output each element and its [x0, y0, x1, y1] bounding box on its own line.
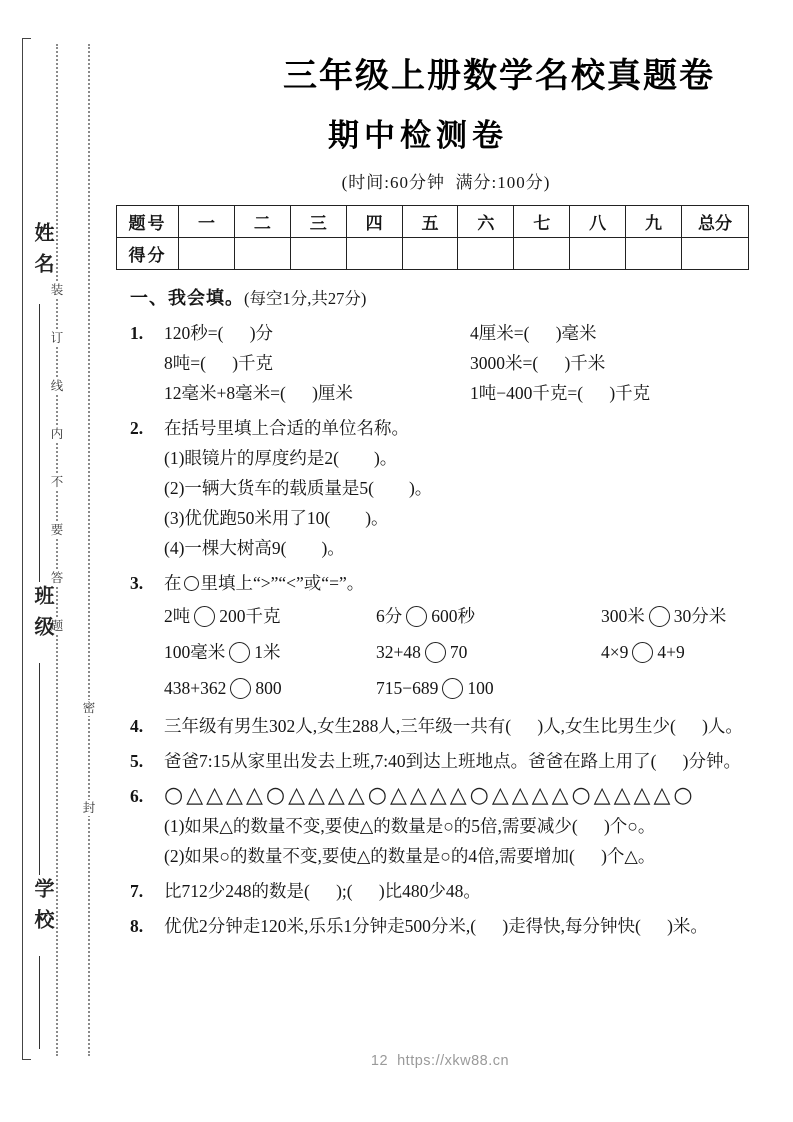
question-4-number: 4.	[130, 716, 144, 736]
circle-icon	[230, 678, 251, 699]
compare-left: 6分	[376, 606, 403, 626]
question-3	[130, 568, 762, 706]
circle-icon	[649, 606, 670, 627]
binding-text-char: 装	[48, 282, 66, 298]
question-7-number: 7.	[130, 881, 144, 901]
question-3-body	[164, 568, 762, 706]
comparison-item	[164, 601, 376, 631]
score-cell	[458, 238, 514, 270]
question-7-text: 比712少248的数是( );( )比480少48。	[164, 881, 481, 901]
margin-frame-line	[22, 38, 23, 1060]
question-6-body	[164, 781, 762, 871]
compare-right: 100	[467, 678, 494, 698]
fill-blank-item: 8吨=( )千克	[164, 353, 274, 373]
score-table-label: 题号	[117, 206, 179, 238]
comparison-row	[164, 598, 762, 634]
score-cell	[234, 238, 290, 270]
binding-dotted-line-outer	[88, 44, 90, 1056]
comparison-row	[164, 634, 762, 670]
question-7	[130, 876, 762, 906]
score-label: 得分	[117, 238, 179, 270]
binding-text-char: 要	[48, 522, 66, 538]
shapes-row	[164, 781, 762, 811]
comparison-item	[376, 673, 601, 703]
compare-left: 32+48	[376, 642, 421, 662]
q1-row	[164, 348, 762, 378]
circle-icon	[194, 606, 215, 627]
paper-subtitle: 期中检测卷	[328, 118, 508, 153]
question-2-body	[164, 413, 762, 563]
page-footer: 12 https://xkw88.cn	[370, 1053, 510, 1069]
question-2-item: (4)一棵大树高9( )。	[164, 538, 345, 558]
question-2-item: (3)优优跑50米用了10( )。	[164, 508, 389, 528]
compare-right: 800	[255, 678, 282, 698]
question-8-number: 8.	[130, 916, 144, 936]
seal-text-char: 封	[80, 800, 98, 816]
question-6-item: (1)如果△的数量不变,要使△的数量是○的5倍,需要减少( )个○。	[164, 816, 656, 836]
circle-icon	[425, 642, 446, 663]
compare-left: 2吨	[164, 606, 191, 626]
compare-left: 300米	[601, 606, 645, 626]
fill-blank-item: 1吨−400千克=( )千克	[470, 383, 651, 403]
exam-meta: (时间:60分钟 满分:100分)	[341, 173, 551, 192]
question-2-stem: 在括号里填上合适的单位名称。	[164, 418, 409, 438]
question-2-item: (1)眼镜片的厚度约是2( )。	[164, 448, 398, 468]
circle-icon	[442, 678, 463, 699]
circle-icon	[406, 606, 427, 627]
class-label: 班级	[31, 585, 53, 647]
score-table-score-row	[117, 238, 749, 270]
score-table-col: 三	[290, 206, 346, 238]
score-table-col: 九	[626, 206, 682, 238]
questions-area	[116, 284, 762, 941]
question-4	[130, 711, 762, 741]
compare-left: 715−689	[376, 678, 439, 698]
fill-blank-item: 3000米=( )千米	[470, 353, 606, 373]
school-label: 学校	[31, 878, 53, 940]
binding-text-char: 题	[48, 618, 66, 634]
score-table-col: 一	[179, 206, 235, 238]
name-blank-line	[39, 304, 40, 582]
compare-right: 70	[449, 642, 468, 662]
circle-icon	[184, 576, 199, 591]
school-blank-line	[39, 956, 40, 1049]
compare-right: 600秒	[431, 606, 475, 626]
score-table-col: 五	[402, 206, 458, 238]
question-1-number: 1.	[130, 323, 144, 343]
compare-left: 100毫米	[164, 642, 226, 662]
section-one-note: (每空1分,共27分)	[244, 289, 367, 308]
circle-triangle-shapes: ○△△△△○△△△△○△△△△○△△△△○△△△△○	[164, 783, 696, 808]
score-table-total-col: 总分	[682, 206, 749, 238]
comparison-item	[376, 637, 601, 667]
question-7-body	[164, 876, 762, 906]
compare-left: 4×9	[601, 642, 629, 662]
paper-content	[116, 0, 776, 941]
comparison-item	[164, 637, 376, 667]
score-table-col: 四	[346, 206, 402, 238]
question-2	[130, 413, 762, 563]
fill-blank-item: 120秒=( )分	[164, 323, 274, 343]
compare-right: 4+9	[657, 642, 685, 662]
comparison-item	[376, 601, 601, 631]
frame-tick-bottom	[22, 1059, 31, 1060]
section-one-title: 一、我会填。	[130, 288, 244, 308]
stem-text: 在	[164, 573, 182, 593]
question-8	[130, 911, 762, 941]
question-5-text: 爸爸7:15从家里出发去上班,7:40到达上班地点。爸爸在路上用了( )分钟。	[164, 751, 742, 771]
question-6-number: 6.	[130, 786, 144, 806]
question-4-text: 三年级有男生302人,女生288人,三年级一共有( )人,女生比男生少( )人。	[164, 716, 743, 736]
binding-text-char: 不	[48, 474, 66, 490]
compare-right: 30分米	[673, 606, 727, 626]
question-5	[130, 746, 762, 776]
comparison-item	[601, 601, 726, 631]
circle-icon	[632, 642, 653, 663]
score-table	[116, 205, 749, 270]
score-cell	[346, 238, 402, 270]
score-table-header-row	[117, 206, 749, 238]
score-table-col: 二	[234, 206, 290, 238]
stem-text: 里填上“>”“<”或“=”。	[200, 573, 365, 593]
compare-right: 1米	[254, 642, 281, 662]
q1-row	[164, 318, 762, 348]
paper-title: 三年级上册数学名校真题卷	[283, 58, 715, 95]
fill-blank-item: 12毫米+8毫米=( )厘米	[164, 383, 353, 403]
comparison-item	[601, 637, 685, 667]
question-3-stem	[164, 568, 762, 598]
compare-left: 438+362	[164, 678, 227, 698]
score-table-col: 七	[514, 206, 570, 238]
seal-text-char: 密	[80, 700, 98, 716]
score-cell	[179, 238, 235, 270]
comparison-row	[164, 670, 762, 706]
score-cell	[570, 238, 626, 270]
section-one-heading	[130, 284, 762, 313]
class-blank-line	[39, 663, 40, 875]
score-table-col: 八	[570, 206, 626, 238]
q1-row	[164, 378, 762, 408]
score-cell	[514, 238, 570, 270]
question-2-number: 2.	[130, 418, 144, 438]
binding-text-char: 答	[48, 570, 66, 586]
fill-blank-item: 4厘米=( )毫米	[470, 323, 597, 343]
question-1	[130, 318, 762, 408]
binding-text-char: 订	[48, 330, 66, 346]
score-cell	[290, 238, 346, 270]
binding-text-char: 内	[48, 426, 66, 442]
score-cell	[402, 238, 458, 270]
question-8-text: 优优2分钟走120米,乐乐1分钟走500分米,( )走得快,每分钟快( )米。	[164, 916, 708, 936]
score-table-col: 六	[458, 206, 514, 238]
question-6-item: (2)如果○的数量不变,要使△的数量是○的4倍,需要增加( )个△。	[164, 846, 656, 866]
question-4-body	[164, 711, 762, 741]
question-6	[130, 781, 762, 871]
compare-right: 200千克	[219, 606, 281, 626]
question-5-body	[164, 746, 762, 776]
question-5-number: 5.	[130, 751, 144, 771]
question-2-item: (2)一辆大货车的载质量是5( )。	[164, 478, 433, 498]
score-cell	[626, 238, 682, 270]
frame-tick-top	[22, 38, 31, 39]
question-3-number: 3.	[130, 573, 144, 593]
question-8-body	[164, 911, 762, 941]
binding-text-char: 线	[48, 378, 66, 394]
score-cell-total	[682, 238, 749, 270]
question-1-body	[164, 318, 762, 408]
circle-icon	[229, 642, 250, 663]
name-label: 姓名	[31, 222, 53, 284]
comparison-item	[164, 673, 376, 703]
